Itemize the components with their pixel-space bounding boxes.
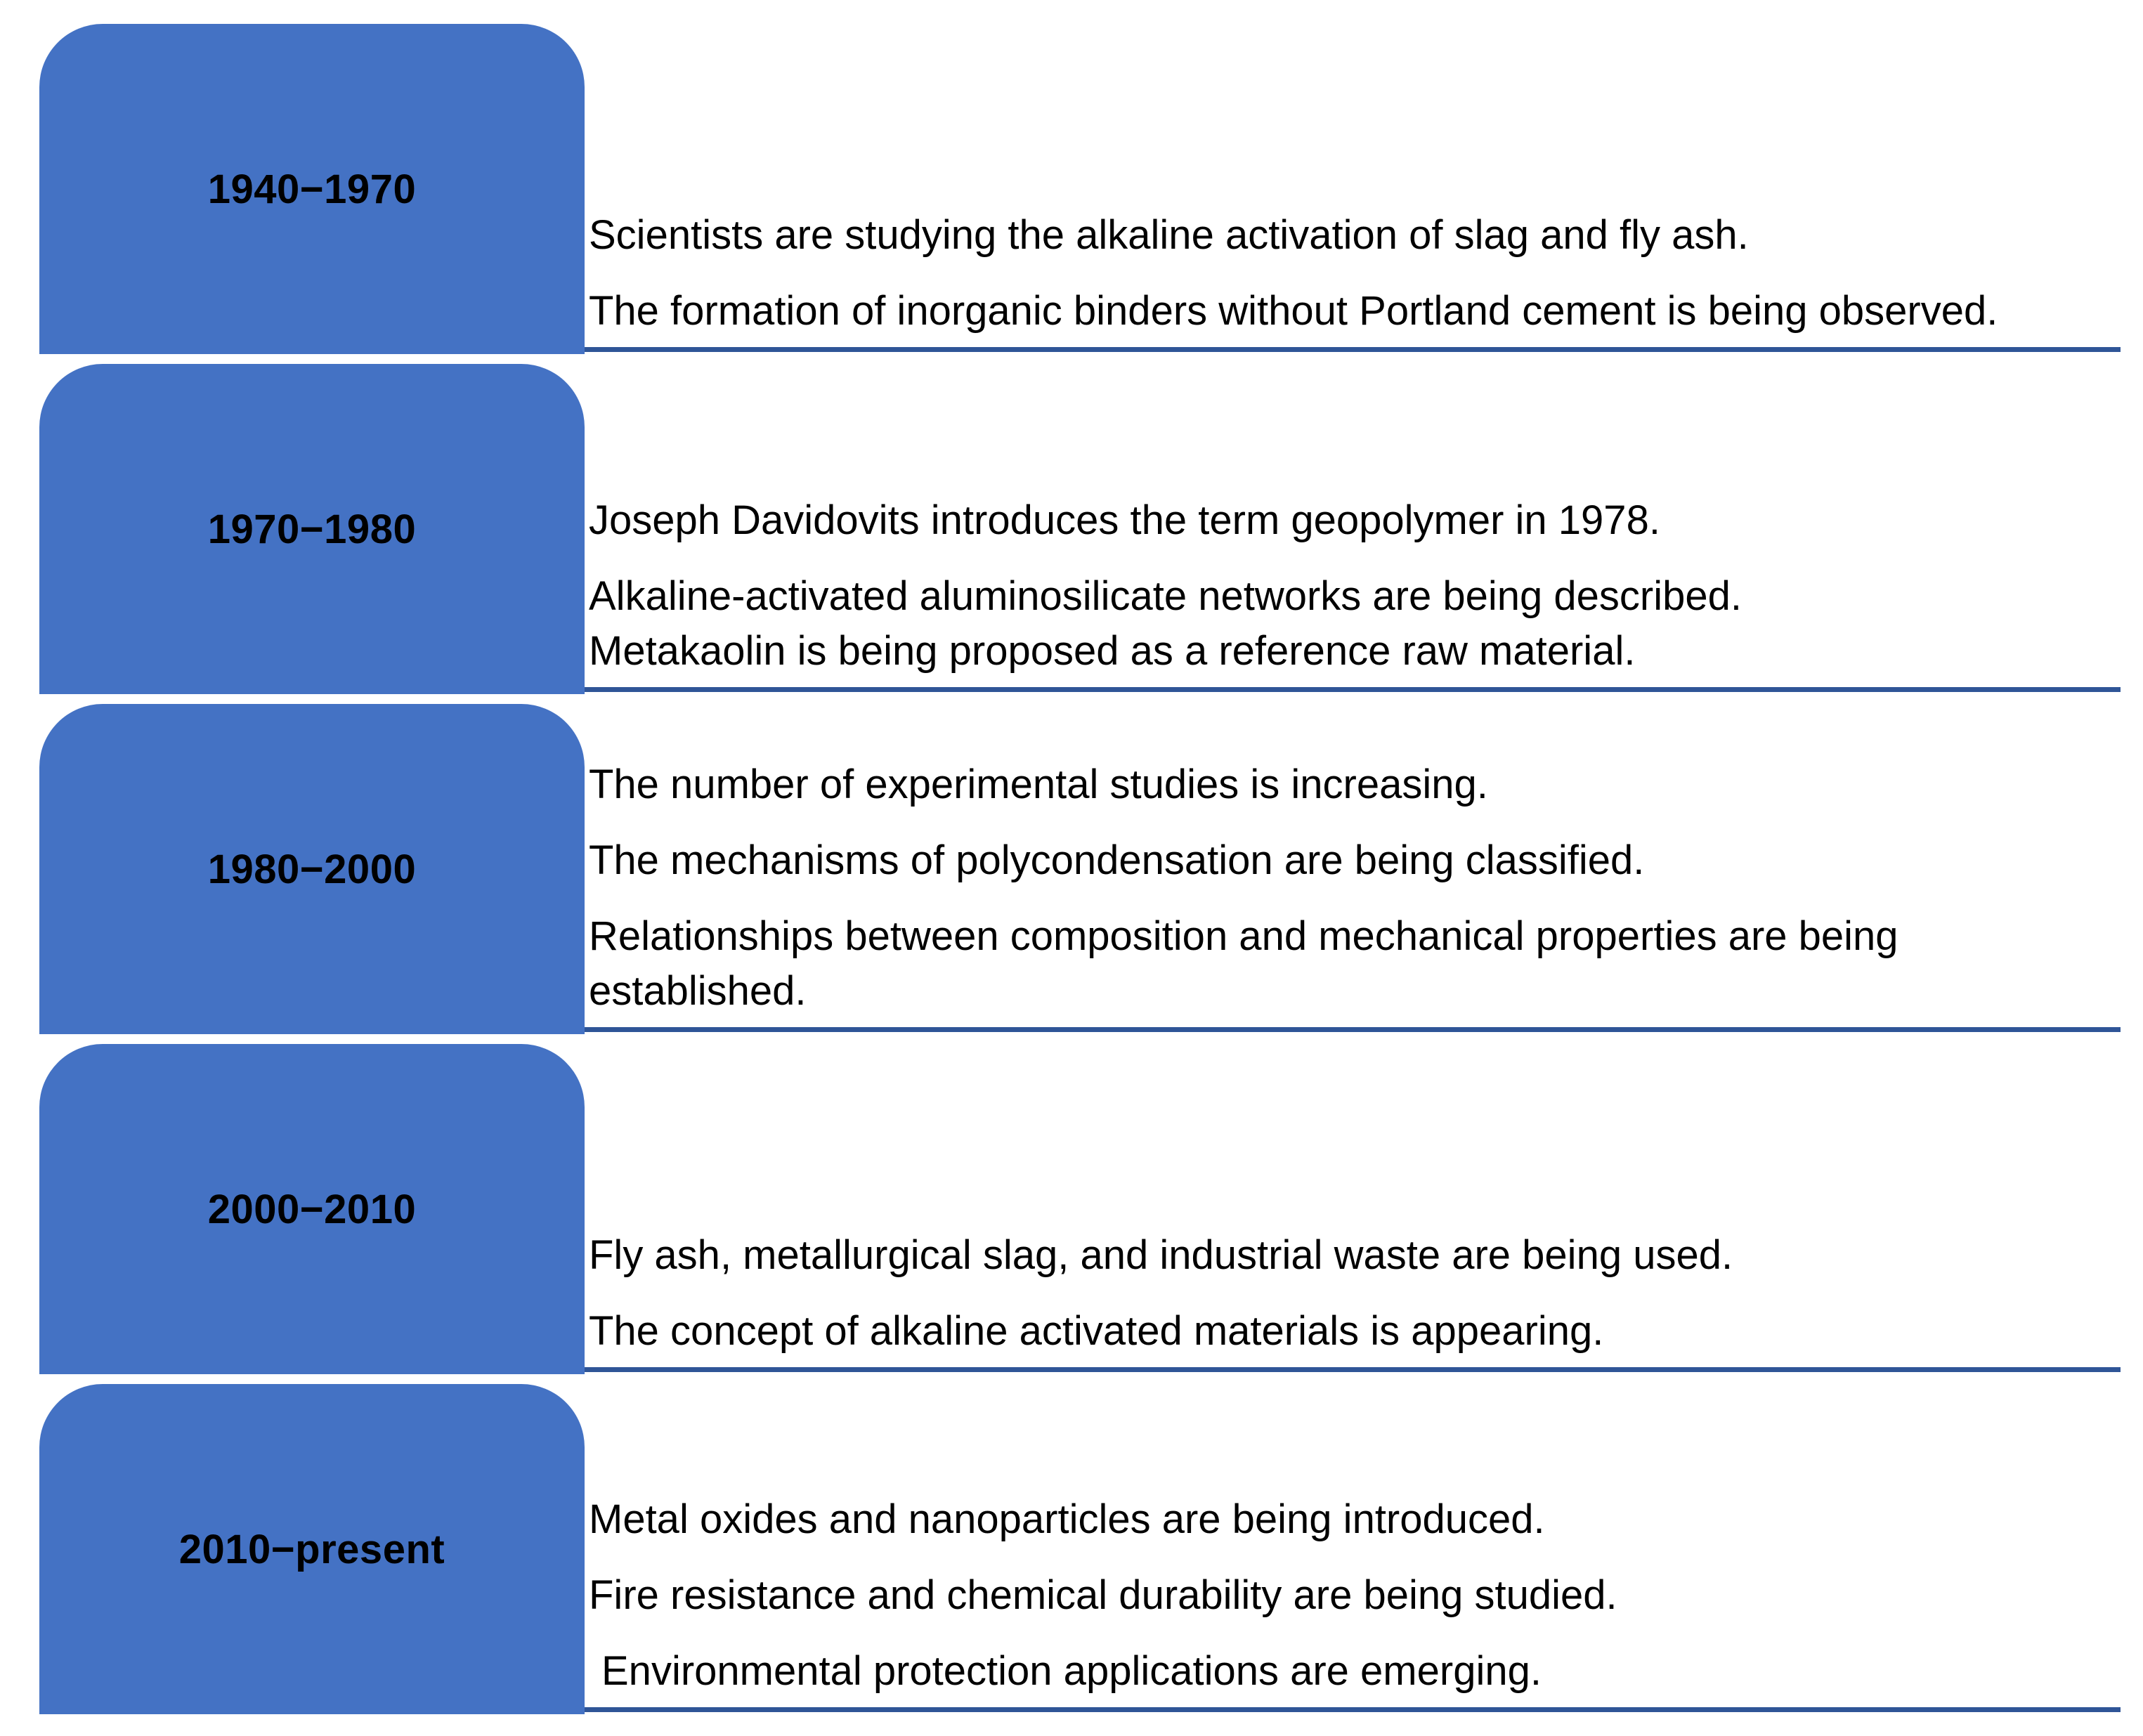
period-label: 2010−present — [178, 1526, 445, 1572]
description-line: Metakaolin is being proposed as a reference raw material. — [589, 628, 1636, 674]
description-line: Metal oxides and nanoparticles are being introduced. — [589, 1496, 1545, 1542]
description-line: Joseph Davidovits introduces the term geopolymer in 1978. — [589, 497, 1660, 543]
row-divider — [585, 687, 2121, 692]
timeline-row-1940-1970 — [0, 24, 2143, 354]
period-tab — [39, 1044, 585, 1374]
row-divider — [585, 347, 2121, 352]
period-tab — [39, 24, 585, 354]
row-divider — [585, 1367, 2121, 1372]
description-line: Scientists are studying the alkaline activation of slag and fly ash. — [589, 212, 1749, 258]
description-line: Environmental protection applications are emerging. — [601, 1648, 1542, 1694]
row-divider — [585, 1027, 2121, 1032]
description-line: Fly ash, metallurgical slag, and industrial waste are being used. — [589, 1232, 1733, 1278]
period-tab — [39, 364, 585, 694]
period-tab — [39, 704, 585, 1034]
description-line: The number of experimental studies is increasing. — [589, 762, 1488, 807]
description-line: The mechanisms of polycondensation are being classified. — [589, 837, 1645, 883]
period-label: 1970−1980 — [207, 506, 417, 552]
description-line: The formation of inorganic binders without Portland cement is being observed. — [589, 288, 1998, 334]
timeline-row-1980-2000 — [0, 704, 2143, 1034]
period-description — [589, 364, 2121, 684]
period-description — [589, 704, 2121, 1024]
timeline-row-2010-present — [0, 1384, 2143, 1714]
period-label: 2000−2010 — [207, 1186, 417, 1232]
description-line: Relationships between composition and mechanical properties are being established. — [589, 913, 1898, 1014]
period-label: 1940−1970 — [207, 166, 417, 212]
description-line: Alkaline-activated aluminosilicate networks are being described. — [589, 573, 1742, 619]
period-description — [589, 1384, 2121, 1704]
period-tab — [39, 1384, 585, 1714]
timeline-row-2000-2010 — [0, 1044, 2143, 1374]
period-description — [589, 24, 2121, 344]
period-description — [589, 1044, 2121, 1364]
timeline-row-1970-1980 — [0, 364, 2143, 694]
period-label: 1980−2000 — [207, 846, 417, 892]
description-line: Fire resistance and chemical durability are being studied. — [589, 1572, 1617, 1618]
row-divider — [585, 1707, 2121, 1712]
description-line: The concept of alkaline activated materials is appearing. — [589, 1308, 1604, 1354]
